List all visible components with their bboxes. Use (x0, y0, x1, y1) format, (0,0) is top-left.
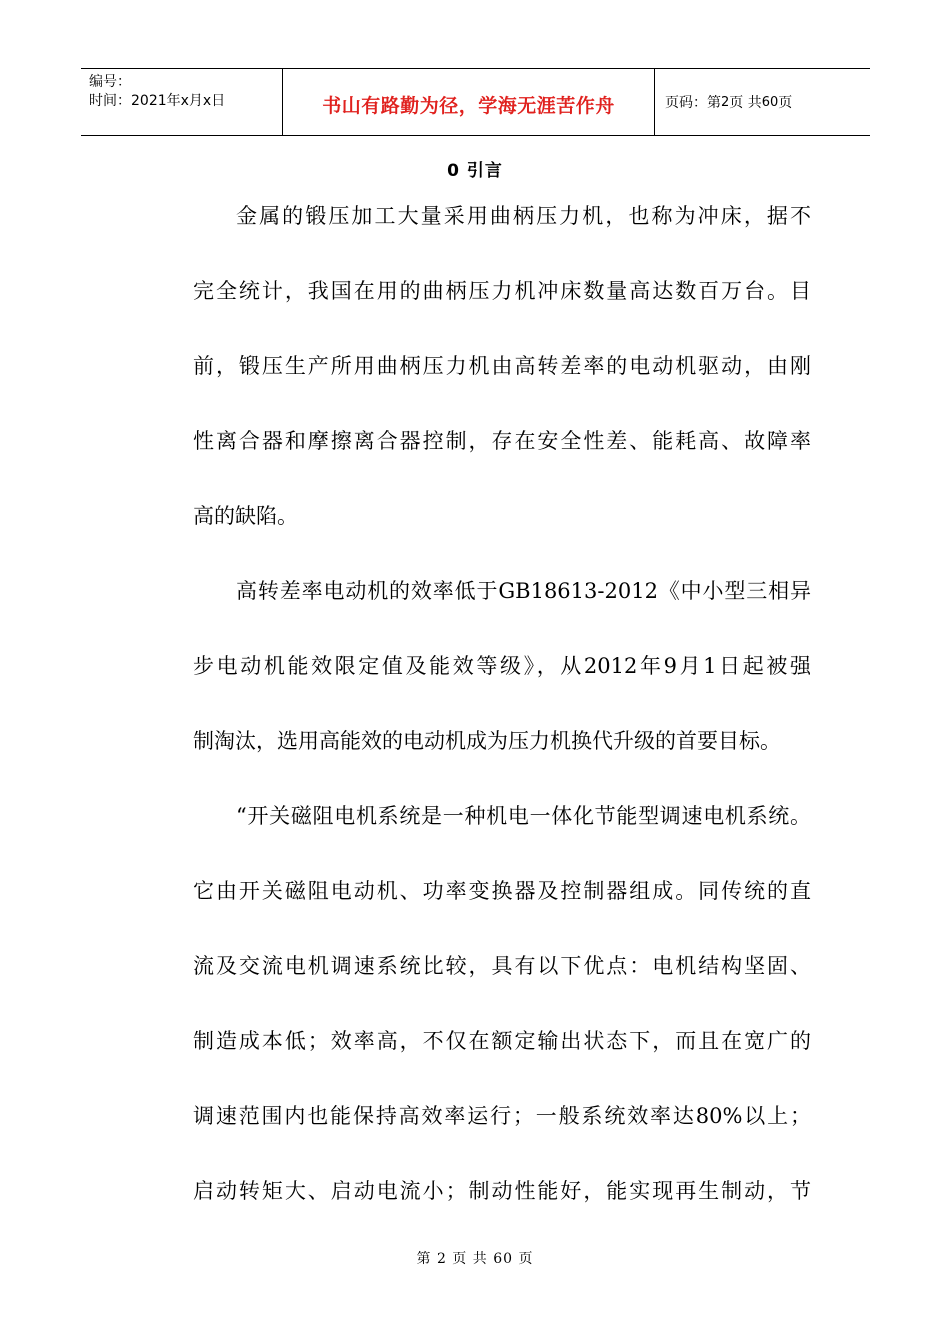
text-line: 调速范围内也能保持高效率运行；一般系统效率达80%以上； (193, 1104, 811, 1128)
text-line: 高转差率电动机的效率低于GB18613-2012《中小型三相异 (236, 579, 811, 603)
header-page-cell (655, 69, 870, 135)
text-line: 它由开关磁阻电动机、功率变换器及控制器组成。同传统的直 (193, 879, 811, 903)
header-page-mid: 页 共 (729, 95, 762, 111)
text-line: 制造成本低；效率高，不仅在额定输出状态下，而且在宽广的 (193, 1029, 811, 1053)
text-line: 步电动机能效限定值及能效等级》，从2012年9月1日起被强 (193, 654, 811, 678)
document-body (193, 196, 811, 1246)
paragraph (193, 196, 811, 571)
header-page-total: 60 (761, 94, 779, 110)
header-page-suffix: 页 (778, 95, 793, 111)
text-line: 完全统计，我国在用的曲柄压力机冲床数量高达数百万台。目 (193, 279, 811, 303)
text-line: 启动转矩大、启动电流小；制动性能好，能实现再生制动，节 (193, 1179, 811, 1203)
text-line: “开关磁阻电机系统是一种机电一体化节能型调速电机系统。 (236, 804, 811, 828)
header-page-current: 2 (721, 94, 730, 110)
text-line: 高的缺陷。 (193, 504, 298, 528)
text-line: 制淘汰，选用高能效的电动机成为压力机换代升级的首要目标。 (193, 729, 781, 753)
paragraph (193, 571, 811, 796)
page-footer: 第 2 页 共 60 页 (416, 1251, 534, 1267)
text-line: 金属的锻压加工大量采用曲柄压力机，也称为冲床，据不 (236, 204, 811, 228)
paragraph (193, 796, 811, 1246)
header-id-label: 编号： (89, 74, 131, 90)
text-line: 性离合器和摩擦离合器控制，存在安全性差、能耗高、故障率 (193, 429, 811, 453)
header-motto-cell (283, 69, 655, 135)
text-line: 流及交流电机调速系统比较，具有以下优点：电机结构坚固、 (193, 954, 811, 978)
header-meta-cell (81, 69, 283, 135)
header-time-label: 时间：2021年x月x日 (89, 93, 226, 109)
text-line: 前，锻压生产所用曲柄压力机由高转差率的电动机驱动，由刚 (193, 354, 811, 378)
header-page-label: 页码：第 (665, 95, 721, 111)
section-title: 0 引言 (447, 161, 503, 181)
document-header (81, 68, 870, 136)
header-motto: 书山有路勤为径，学海无涯苦作舟 (322, 94, 615, 117)
